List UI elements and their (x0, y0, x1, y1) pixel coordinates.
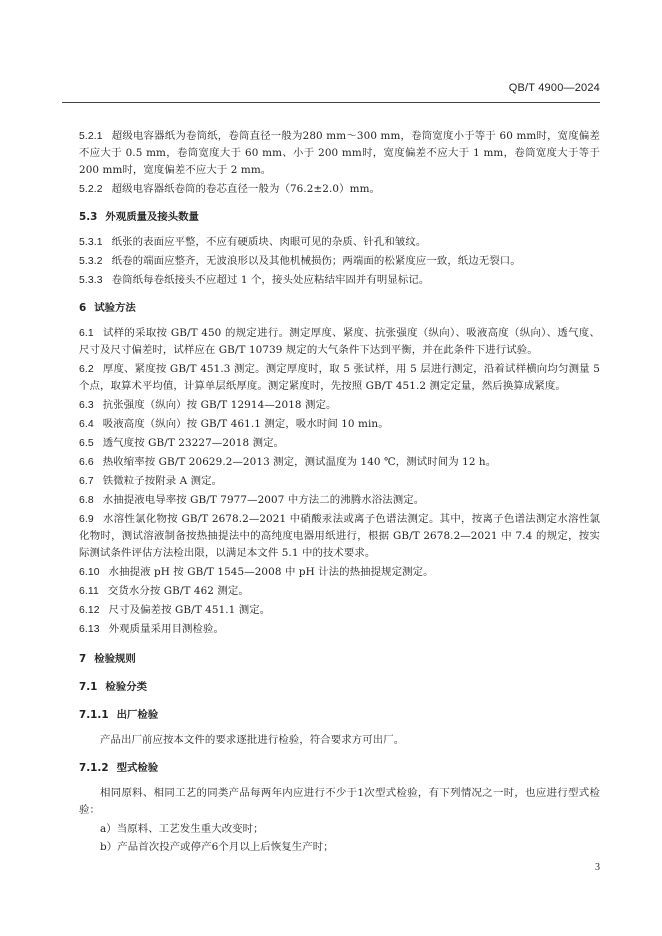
heading-number: 7.1 (79, 681, 98, 693)
clause-text: 纸张的表面应平整，不应有硬质块、肉眼可见的杂质、针孔和皱纹。 (111, 236, 427, 248)
clause-text: 超级电容器纸为卷筒纸，卷筒直径一般为280 mm～300 mm，卷筒宽度小于等于 60 mm时，宽度偏差不应大于 0.5 mm，卷筒宽度大于 60 mm、小于 200 mm时，宽度偏差不应大于 1 mm，卷筒宽度大于等于 200 mm时，宽度偏差不应大于 2 mm。 (79, 130, 600, 176)
heading-title: 试验方法 (94, 302, 136, 314)
clause-number: 6.8 (79, 495, 94, 506)
clause-number: 6.4 (79, 419, 94, 430)
clause-5-2-2 (79, 181, 600, 198)
clause-text: 超级电容器纸卷筒的卷芯直径一般为（76.2±2.0）mm。 (111, 183, 381, 195)
clause-6-11 (79, 583, 600, 600)
clause-number: 6.1 (79, 328, 94, 339)
clause-text: 热收缩率按 GB/T 20629.2—2013 测定，测试温度为 140 ℃，测试时间为 12 h。 (102, 456, 497, 468)
list-item-a: a）当原料、工艺发生重大改变时； (100, 823, 264, 835)
heading-title: 出厂检验 (116, 709, 159, 721)
heading-title: 检验分类 (105, 681, 147, 693)
clause-5-3-3 (79, 272, 600, 289)
clause-5-3-1 (79, 234, 600, 251)
heading-number: 7.1.2 (79, 762, 109, 774)
clause-6-3 (79, 397, 600, 414)
clause-number: 6.9 (79, 514, 94, 525)
clause-number: 5.2.1 (79, 131, 103, 142)
clause-number: 6.11 (79, 586, 99, 597)
clause-6-12 (79, 602, 600, 619)
clause-number: 5.3.3 (79, 275, 103, 286)
page-number: 3 (595, 862, 600, 873)
heading-7-1-2 (79, 760, 600, 777)
clause-6-7 (79, 473, 600, 490)
clause-6-10 (79, 564, 600, 581)
clause-number: 6.2 (79, 364, 94, 375)
clause-6-9 (79, 511, 600, 562)
clause-text: 尺寸及偏差按 GB/T 451.1 测定。 (108, 604, 271, 616)
clause-number: 6.13 (79, 624, 100, 635)
header-rule (62, 102, 600, 103)
clause-text: 纸卷的端面应整齐，无波浪形以及其他机械损伤；两端面的松紧度应一致，纸边无裂口。 (111, 255, 521, 267)
clause-number: 6.3 (79, 400, 94, 411)
clause-text: 水抽提液电导率按 GB/T 7977—2007 中方法二的沸腾水浴法测定。 (102, 494, 425, 506)
clause-text: 水溶性氯化物按 GB/T 2678.2—2021 中硝酸汞法或离子色谱法测定。其中，按离子色谱法测定水溶性氯化物时，测试溶液制备按热抽提法中的高纯度电器用纸进行，根据 GB/T 2678.2—2021 中 7.4 的规定，按实际测试条件评估方法检出限，以满足本文件 5.1 中的技术要求。 (79, 513, 600, 559)
clause-6-5 (79, 435, 600, 452)
clause-text: 铁微粒子按附录 A 测定。 (102, 475, 223, 487)
clause-number: 6.5 (79, 438, 94, 449)
clause-number: 5.2.2 (79, 184, 103, 195)
heading-5-3 (79, 209, 600, 226)
clause-6-1 (79, 325, 600, 359)
standard-code: QB/T 4900—2024 (508, 82, 600, 94)
list-item-b: b）产品首次投产或停产6个月以上后恢复生产时； (100, 841, 334, 853)
heading-title: 检验规则 (94, 653, 136, 665)
clause-6-8 (79, 492, 600, 509)
clause-number: 6.10 (79, 567, 100, 578)
clause-6-4 (79, 416, 600, 433)
heading-title: 型式检验 (116, 762, 159, 774)
heading-number: 5.3 (79, 211, 98, 223)
clause-number: 6.12 (79, 605, 100, 616)
clause-text: 卷筒纸每卷纸接头不应超过 1 个，接头处应粘结牢固并有明显标记。 (111, 274, 430, 286)
paragraph-7-1-1: 产品出厂前应按本文件的要求逐批进行检验，符合要求方可出厂。 (100, 734, 405, 746)
document-body (79, 128, 600, 857)
heading-number: 7 (79, 653, 87, 665)
heading-title: 外观质量及接头数量 (105, 211, 199, 223)
clause-6-2 (79, 361, 600, 395)
clause-number: 5.3.2 (79, 256, 103, 267)
clause-6-6 (79, 454, 600, 471)
clause-6-13 (79, 621, 600, 638)
paragraph-7-1-2: 相同原料、相同工艺的同类产品每两年内应进行不少于1次型式检验，有下列情况之一时，也应进行型式检验： (79, 787, 600, 816)
clause-text: 抗张强度（纵向）按 GB/T 12914—2018 测定。 (102, 399, 337, 411)
clause-number: 5.3.1 (79, 237, 103, 248)
heading-number: 6 (79, 302, 87, 314)
heading-7-1-1 (79, 707, 600, 724)
clause-text: 交货水分按 GB/T 462 测定。 (107, 585, 249, 597)
clause-text: 外观质量采用目测检验。 (108, 623, 225, 635)
heading-number: 7.1.1 (79, 709, 109, 721)
heading-7 (79, 651, 600, 668)
clause-5-3-2 (79, 253, 600, 270)
heading-7-1 (79, 679, 600, 696)
clause-text: 厚度、紧度按 GB/T 451.3 测定。测定厚度时，取 5 张试样，用 5 层进行测定，沿着试样横向均匀测量 5 个点，取算术平均值，计算单层纸厚度。测定紧度时，先按照 GB/T 451.2 测定定量，然后换算成紧度。 (79, 363, 600, 392)
clause-text: 水抽提液 pH 按 GB/T 1545—2008 中 pH 计法的热抽提规定测定。 (108, 566, 434, 578)
clause-5-2-1 (79, 128, 600, 179)
clause-text: 吸液高度（纵向）按 GB/T 461.1 测定，吸水时间 10 min。 (102, 418, 389, 430)
clause-text: 试样的采取按 GB/T 450 的规定进行。测定厚度、紧度、抗张强度（纵向）、吸液高度（纵向）、透气度、尺寸及尺寸偏差时，试样应在 GB/T 10739 规定的大气条件下达到平衡，并在此条件下进行试验。 (79, 327, 600, 356)
clause-number: 6.6 (79, 457, 94, 468)
clause-text: 透气度按 GB/T 23227—2018 测定。 (102, 437, 285, 449)
heading-6 (79, 300, 600, 317)
clause-number: 6.7 (79, 476, 94, 487)
